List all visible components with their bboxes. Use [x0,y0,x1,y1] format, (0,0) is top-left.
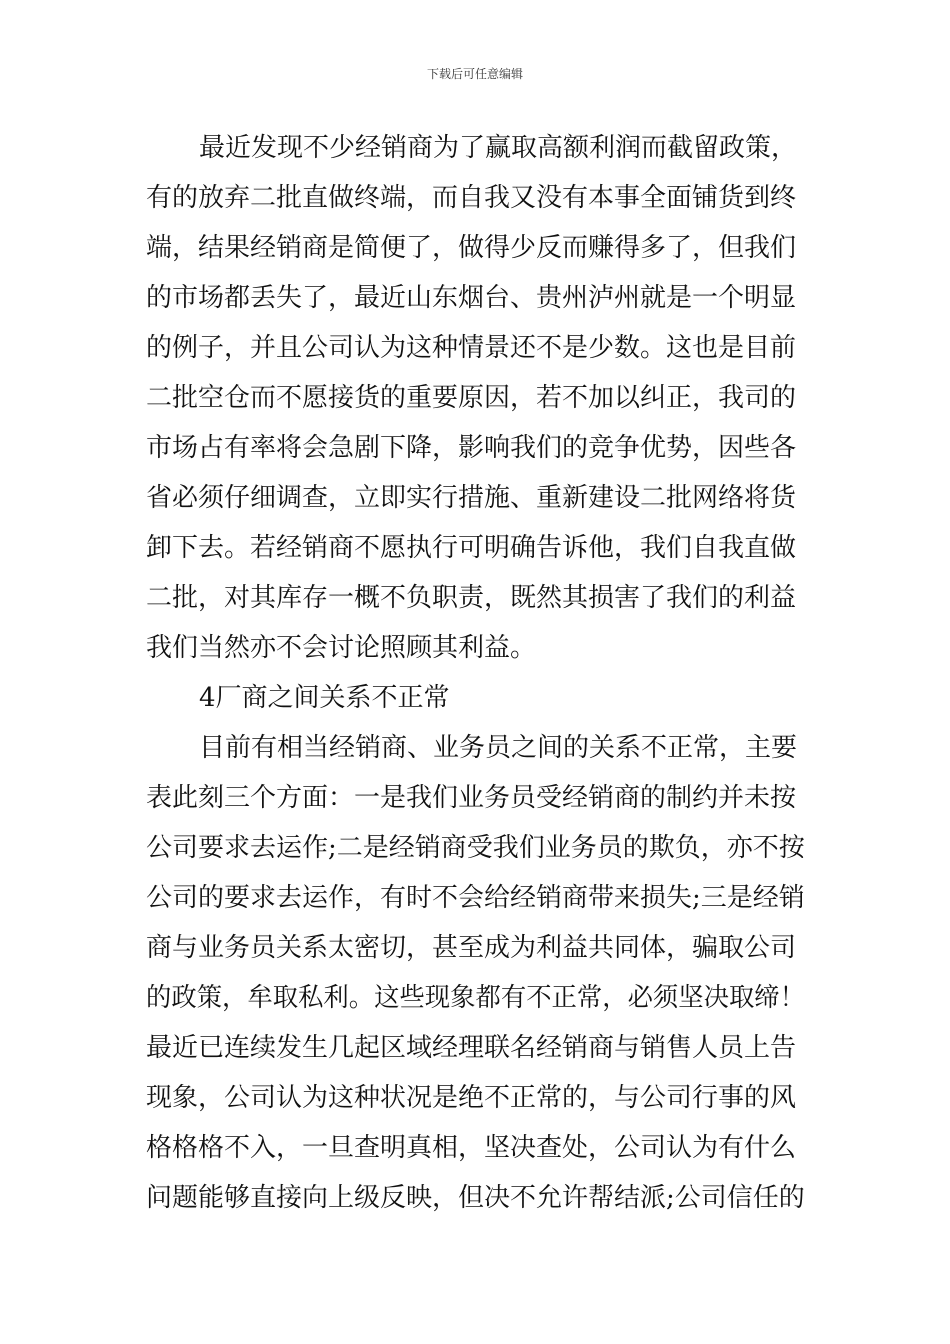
body-text-line: 公司要求去运作;二是经销商受我们业务员的欺负，亦不按 [146,833,805,863]
body-text-line: 现象，公司认为这种状况是绝不正常的，与公司行事的风 [146,1083,797,1113]
body-text-line: 格格格不入，一旦查明真相，坚决查处，公司认为有什么 [146,1133,797,1163]
body-text-line: 的市场都丢失了，最近山东烟台、贵州泸州就是一个明显 [146,283,797,313]
body-text-line: 有的放弃二批直做终端，而自我又没有本事全面铺货到终 [146,183,797,213]
body-text-line: 最近已连续发生几起区域经理联名经销商与销售人员上告 [146,1033,797,1063]
body-text-line: 卸下去。若经销商不愿执行可明确告诉他，我们自我直做 [146,533,797,563]
body-text-line: 的例子，并且公司认为这种情景还不是少数。这也是目前 [146,333,797,363]
body-text-line: 问题能够直接向上级反映，但决不允许帮结派;公司信任的 [146,1183,805,1213]
body-text-line: 的政策，牟取私利。这些现象都有不正常，必须坚决取缔！ [146,983,806,1013]
body-text-line: 省必须仔细调查，立即实行措施、重新建设二批网络将货 [146,483,797,513]
page-header: 下载后可任意编辑 [426,67,523,81]
body-text-line: 我们当然亦不会讨论照顾其利益。 [146,633,537,663]
body-text-line: 商与业务员关系太密切，甚至成为利益共同体，骗取公司 [146,933,797,963]
body-text-line: 最近发现不少经销商为了赢取高额利润而截留政策， [199,133,798,163]
body-text-line: 目前有相当经销商、业务员之间的关系不正常，主要 [199,733,798,763]
section-heading: 4厂商之间关系不正常 [199,683,450,713]
body-text-line: 二批，对其库存一概不负职责，既然其损害了我们的利益 [146,583,797,613]
body-text-line: 表此刻三个方面：一是我们业务员受经销商的制约并未按 [146,783,797,813]
body-text-line: 二批空仓而不愿接货的重要原因，若不加以纠正，我司的 [146,383,797,413]
body-text-line: 市场占有率将会急剧下降，影响我们的竞争优势，因些各 [146,433,797,463]
body-text-line: 公司的要求去运作，有时不会给经销商带来损失;三是经销 [146,883,805,913]
body-text-line: 端，结果经销商是简便了，做得少反而赚得多了，但我们 [146,233,797,263]
